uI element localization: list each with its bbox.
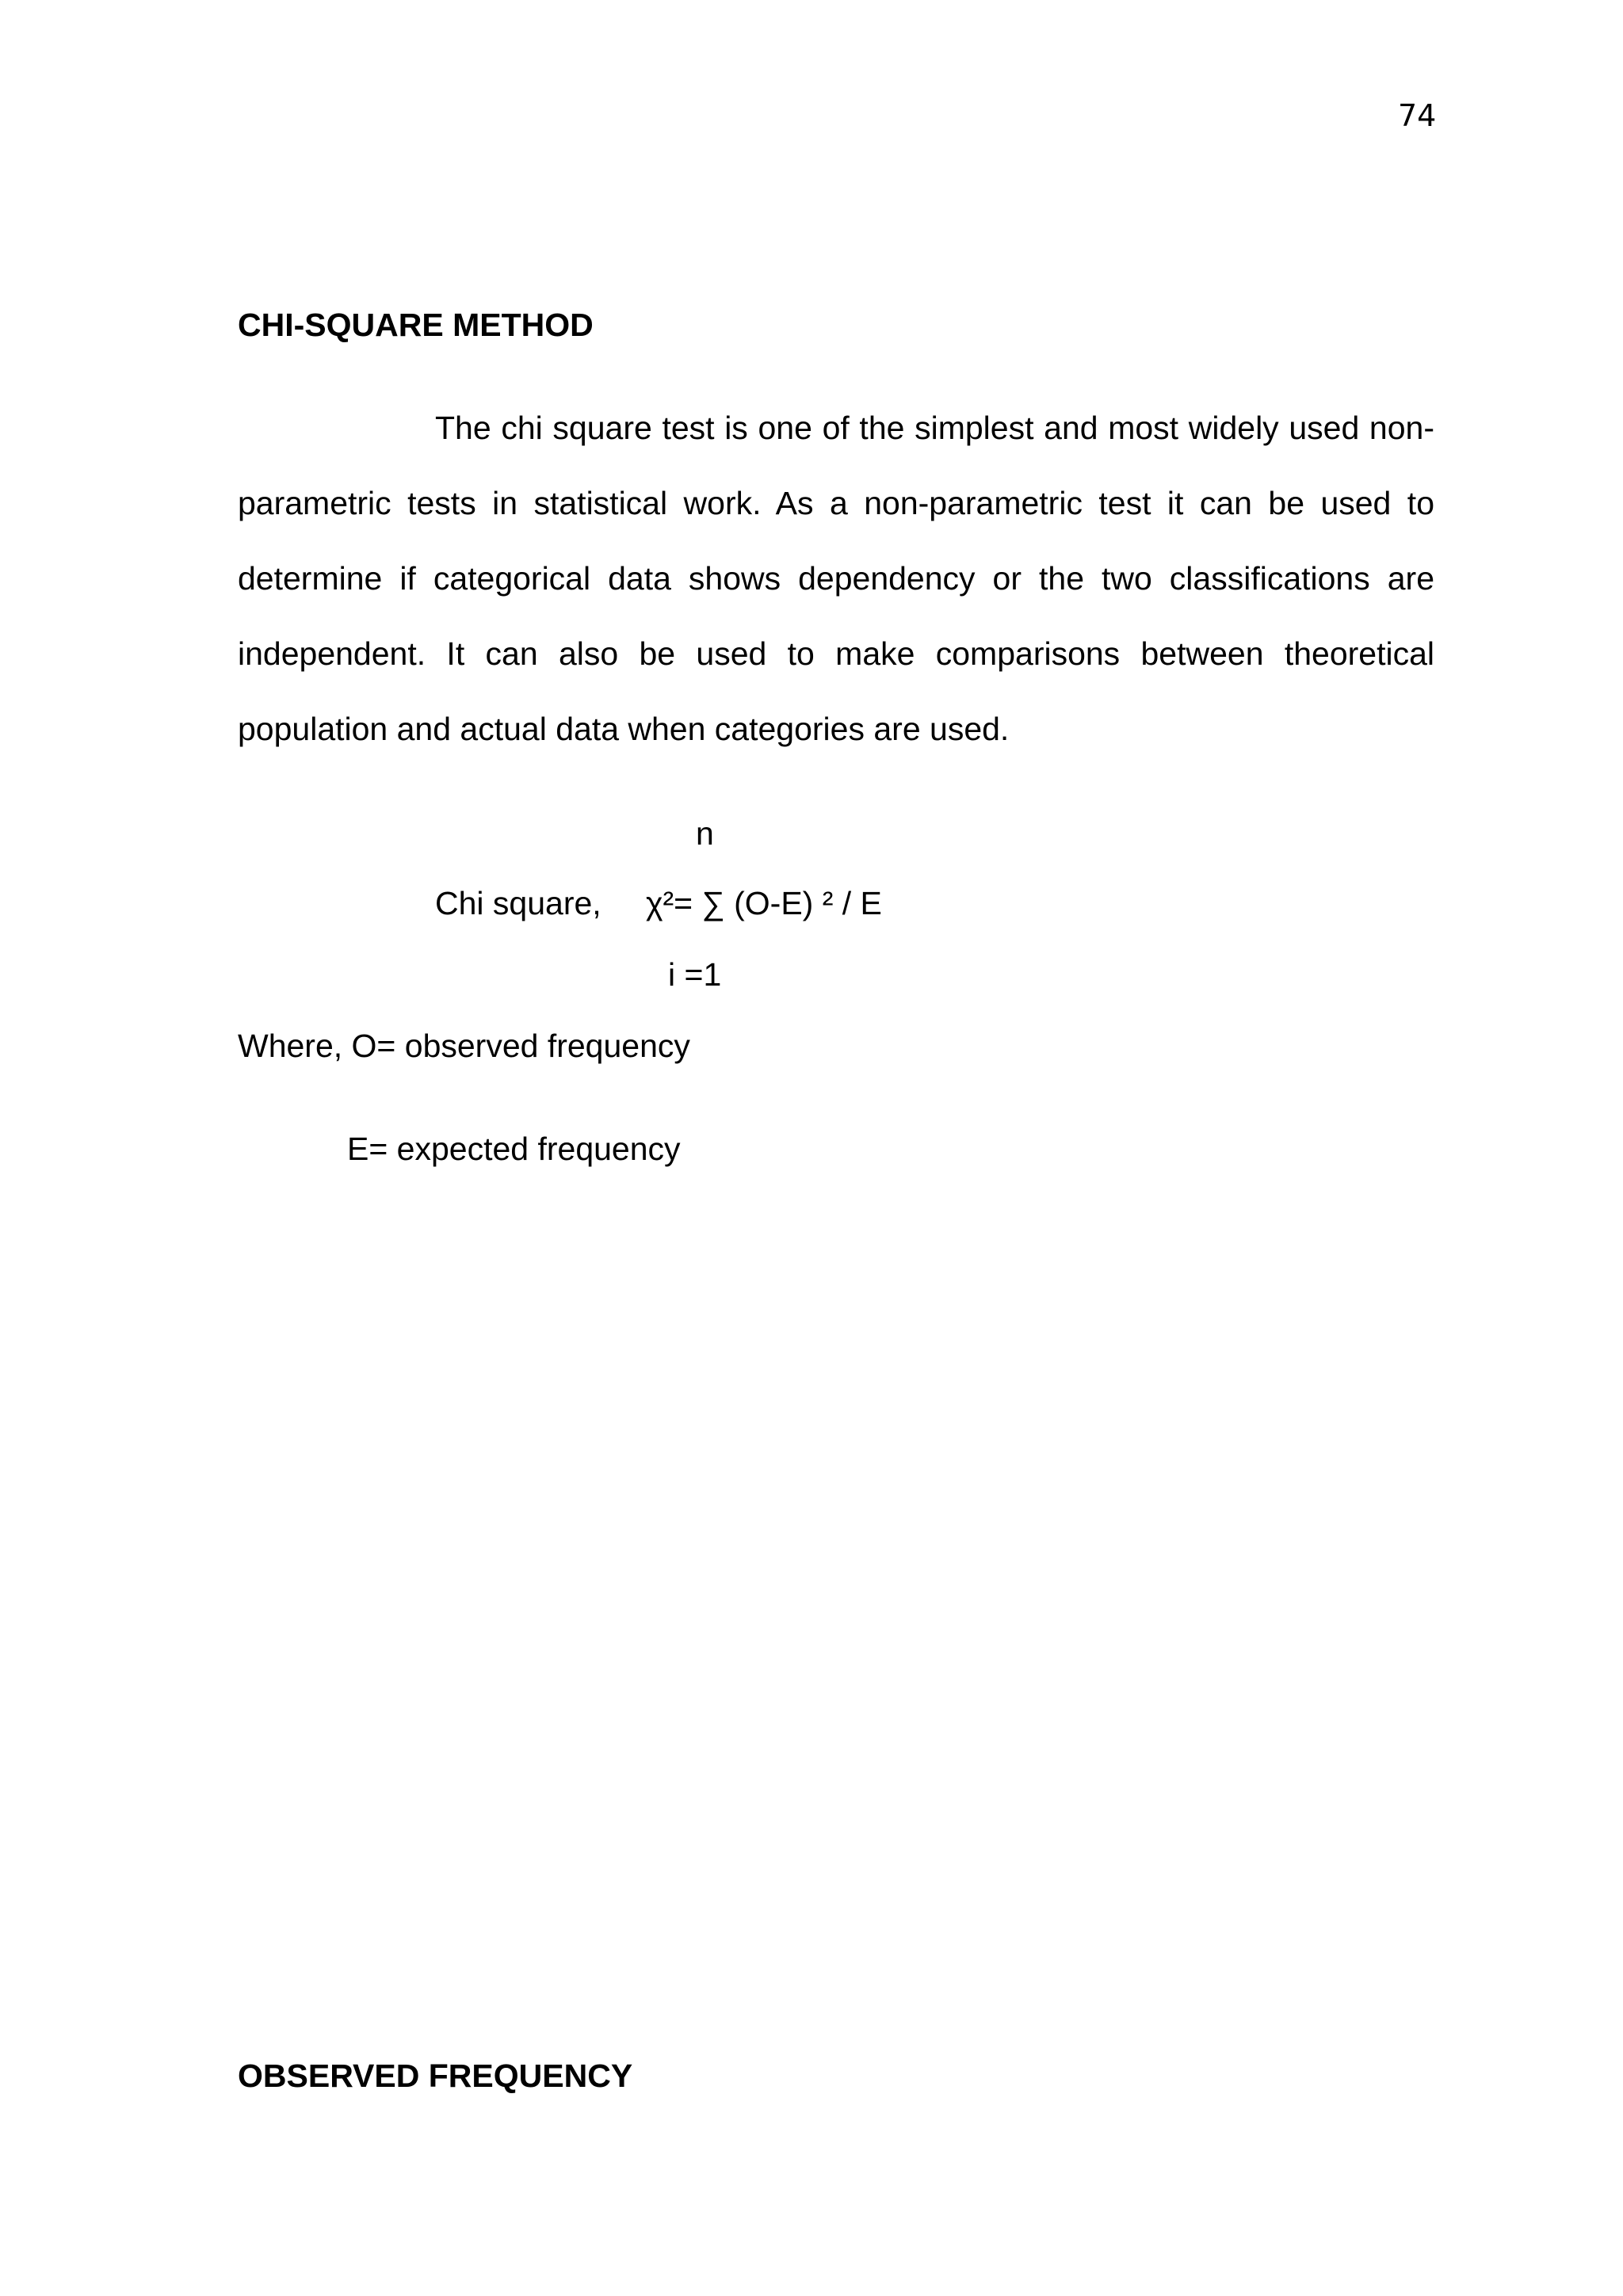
paragraph-line-1: The chi square test is one of the simplest and most widely used non- (435, 410, 1434, 446)
next-section-heading: OBSERVED FREQUENCY (238, 2058, 633, 2094)
formula-lower-limit: i =1 (668, 956, 722, 993)
observed-definition: Where, O= observed frequency (238, 1028, 690, 1064)
paragraph-line-5: population and actual data when categories are used. (238, 711, 1010, 747)
paragraph-line-2: parametric tests in statistical work. As a non-parametric test it can be used to (238, 485, 1434, 521)
expected-definition: E= expected frequency (347, 1131, 681, 1167)
section-heading: CHI-SQUARE METHOD (238, 307, 594, 343)
paragraph-line-4: independent. It can also be used to make comparisons between theoretical (238, 635, 1434, 672)
paragraph-line-3: determine if categorical data shows dependency or the two classifications are (238, 560, 1434, 597)
formula-label: Chi square, (435, 885, 601, 921)
formula-upper-limit: n (696, 815, 714, 852)
page-number: 74 (1398, 98, 1437, 133)
formula-expression: χ²= ∑ (O-E) ² / E (646, 885, 882, 921)
